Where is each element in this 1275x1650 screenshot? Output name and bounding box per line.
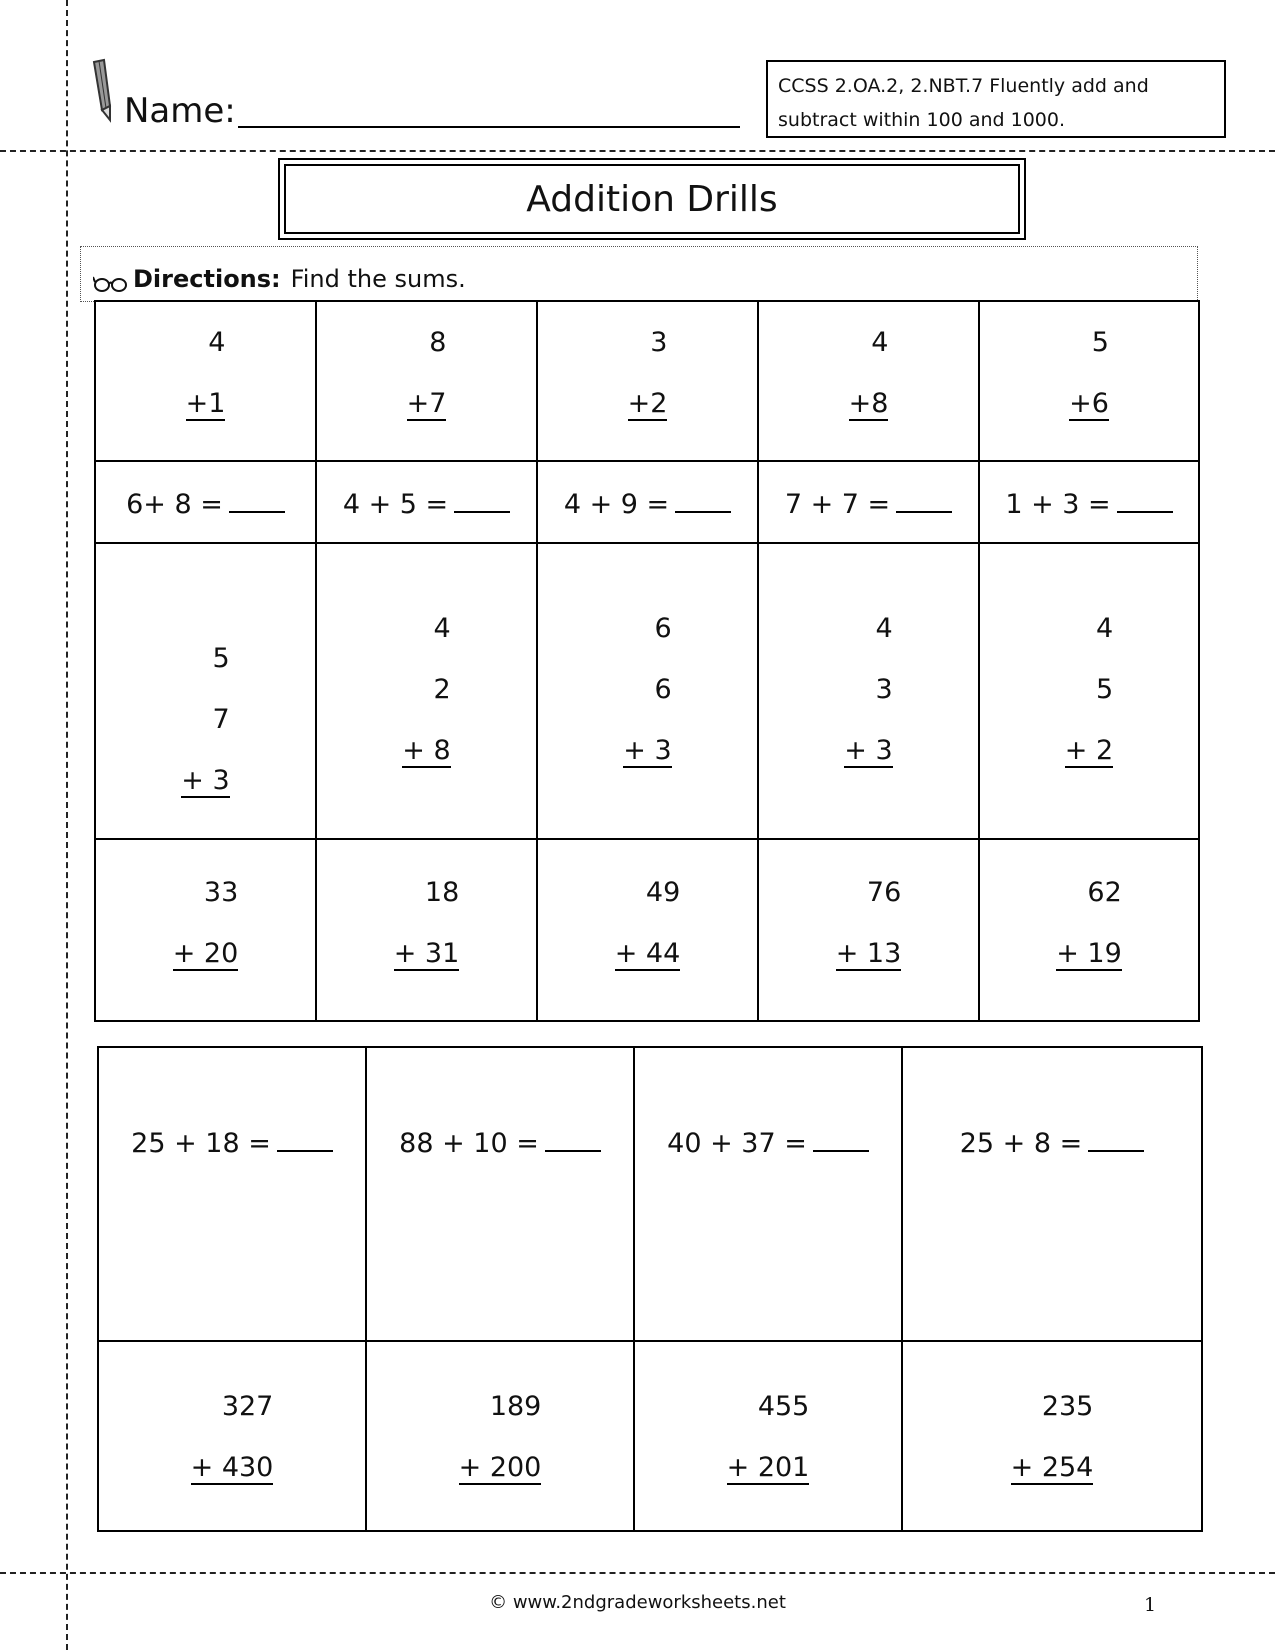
margin-guide-top [0, 150, 1275, 152]
problem-cell[interactable] [979, 839, 1199, 1021]
addend: 49 [645, 877, 681, 908]
margin-guide-bottom [0, 1572, 1275, 1574]
equation-text: 1 + 3 = [1005, 488, 1111, 520]
footer-copyright: © www.2ndgradeworksheets.net [489, 1592, 786, 1613]
addend: 189 [489, 1391, 542, 1422]
problem-cell[interactable] [634, 1341, 902, 1531]
addend: 4 [871, 327, 889, 358]
problem-cell[interactable] [979, 301, 1199, 461]
addend-with-sign: + 201 [726, 1452, 810, 1483]
table-row [98, 1047, 1202, 1341]
problem-cell[interactable] [316, 839, 537, 1021]
equation-cell[interactable] [758, 461, 979, 543]
problem-cell[interactable] [316, 543, 537, 839]
addend: 2 [433, 674, 451, 705]
problem-cell[interactable] [95, 543, 316, 839]
addend-with-sign: + 44 [614, 938, 681, 969]
addend: 76 [866, 877, 902, 908]
addend-with-sign: + 3 [623, 735, 672, 766]
addend: 8 [429, 327, 447, 358]
problem-cell[interactable] [758, 543, 979, 839]
answer-blank[interactable] [454, 485, 510, 513]
addend-with-sign: +1 [185, 388, 226, 419]
addend: 327 [221, 1391, 274, 1422]
problem-cell[interactable] [366, 1341, 634, 1531]
answer-blank[interactable] [813, 1124, 869, 1152]
equation-text: 25 + 8 = [959, 1128, 1083, 1159]
equation-cell[interactable] [98, 1047, 366, 1341]
addend: 3 [650, 327, 668, 358]
problem-cell[interactable] [95, 839, 316, 1021]
addend-with-sign: + 13 [835, 938, 902, 969]
page-number: 1 [1144, 1594, 1157, 1616]
addend-with-sign: + 2 [1064, 735, 1114, 766]
answer-blank[interactable] [229, 485, 285, 513]
addend-with-sign: + 19 [1056, 938, 1122, 969]
answer-blank[interactable] [896, 485, 952, 513]
problem-cell[interactable] [758, 839, 979, 1021]
addend-with-sign: + 8 [402, 735, 451, 766]
addend: 62 [1087, 877, 1122, 908]
problem-cell[interactable] [537, 839, 758, 1021]
directions-text: Find the sums. [290, 265, 466, 293]
table-row [95, 543, 1199, 839]
addend-with-sign: + 20 [172, 938, 239, 969]
directions-label: Directions: [133, 265, 281, 293]
table-row [95, 301, 1199, 461]
addend: 5 [1091, 327, 1109, 358]
name-field[interactable] [238, 96, 740, 128]
addend: 4 [433, 613, 451, 644]
equation-text: 25 + 18 = [131, 1128, 271, 1159]
equation-cell[interactable] [634, 1047, 902, 1341]
problem-cell[interactable] [316, 301, 537, 461]
table-row [98, 1341, 1202, 1531]
addend: 4 [1096, 613, 1114, 644]
problem-cell[interactable] [98, 1341, 366, 1531]
addend: 455 [757, 1391, 810, 1422]
glasses-icon [93, 273, 129, 293]
equation-cell[interactable] [316, 461, 537, 543]
addend-with-sign: + 3 [181, 765, 230, 796]
table-row [95, 839, 1199, 1021]
answer-blank[interactable] [545, 1124, 601, 1152]
standards-line-1: CCSS 2.OA.2, 2.NBT.7 Fluently add and [778, 75, 1149, 97]
addend-with-sign: +7 [406, 388, 447, 419]
addend: 235 [1041, 1391, 1094, 1422]
standards-box [766, 60, 1226, 138]
addend-with-sign: +8 [848, 388, 889, 419]
bottom-problem-table [97, 1046, 1203, 1532]
equation-cell[interactable] [902, 1047, 1202, 1341]
addend: 5 [212, 643, 230, 674]
equation-text: 40 + 37 = [667, 1128, 807, 1159]
problem-cell[interactable] [758, 301, 979, 461]
table-row [95, 461, 1199, 543]
margin-guide-vertical [66, 0, 68, 1650]
equation-text: 4 + 5 = [342, 488, 449, 520]
name-label: Name: [124, 91, 236, 131]
problem-cell[interactable] [537, 301, 758, 461]
addend: 3 [875, 674, 893, 705]
equation-text: 88 + 10 = [399, 1128, 539, 1159]
pencil-icon [80, 58, 120, 128]
answer-blank[interactable] [675, 485, 731, 513]
addend: 4 [875, 613, 893, 644]
addend: 7 [212, 704, 230, 735]
problem-cell[interactable] [902, 1341, 1202, 1531]
addend-with-sign: + 430 [190, 1452, 274, 1483]
problem-cell[interactable] [95, 301, 316, 461]
answer-blank[interactable] [277, 1124, 333, 1152]
problem-cell[interactable] [979, 543, 1199, 839]
addend: 6 [654, 613, 672, 644]
title-box [278, 158, 1026, 240]
page-title: Addition Drills [284, 164, 1020, 234]
problem-cell[interactable] [537, 543, 758, 839]
equation-cell[interactable] [979, 461, 1199, 543]
name-row [80, 58, 740, 131]
addend: 5 [1096, 674, 1114, 705]
addend: 4 [208, 327, 226, 358]
addend-with-sign: + 254 [1010, 1452, 1094, 1483]
addend: 33 [203, 877, 239, 908]
addend-with-sign: +2 [627, 388, 668, 419]
directions-bar [80, 246, 1198, 302]
equation-cell[interactable] [537, 461, 758, 543]
answer-blank[interactable] [1088, 1124, 1144, 1152]
addend-with-sign: +6 [1069, 388, 1109, 419]
addend: 6 [654, 674, 672, 705]
addend: 18 [424, 877, 460, 908]
answer-blank[interactable] [1117, 485, 1173, 513]
equation-cell[interactable] [95, 461, 316, 543]
addend-with-sign: + 31 [393, 938, 460, 969]
top-problem-table [94, 300, 1200, 1022]
equation-text: 6+ 8 = [126, 488, 223, 520]
equation-text: 7 + 7 = [784, 488, 891, 520]
equation-text: 4 + 9 = [563, 488, 670, 520]
addend-with-sign: + 3 [844, 735, 893, 766]
standards-line-2: subtract within 100 and 1000. [778, 109, 1065, 131]
addend-with-sign: + 200 [458, 1452, 542, 1483]
equation-cell[interactable] [366, 1047, 634, 1341]
